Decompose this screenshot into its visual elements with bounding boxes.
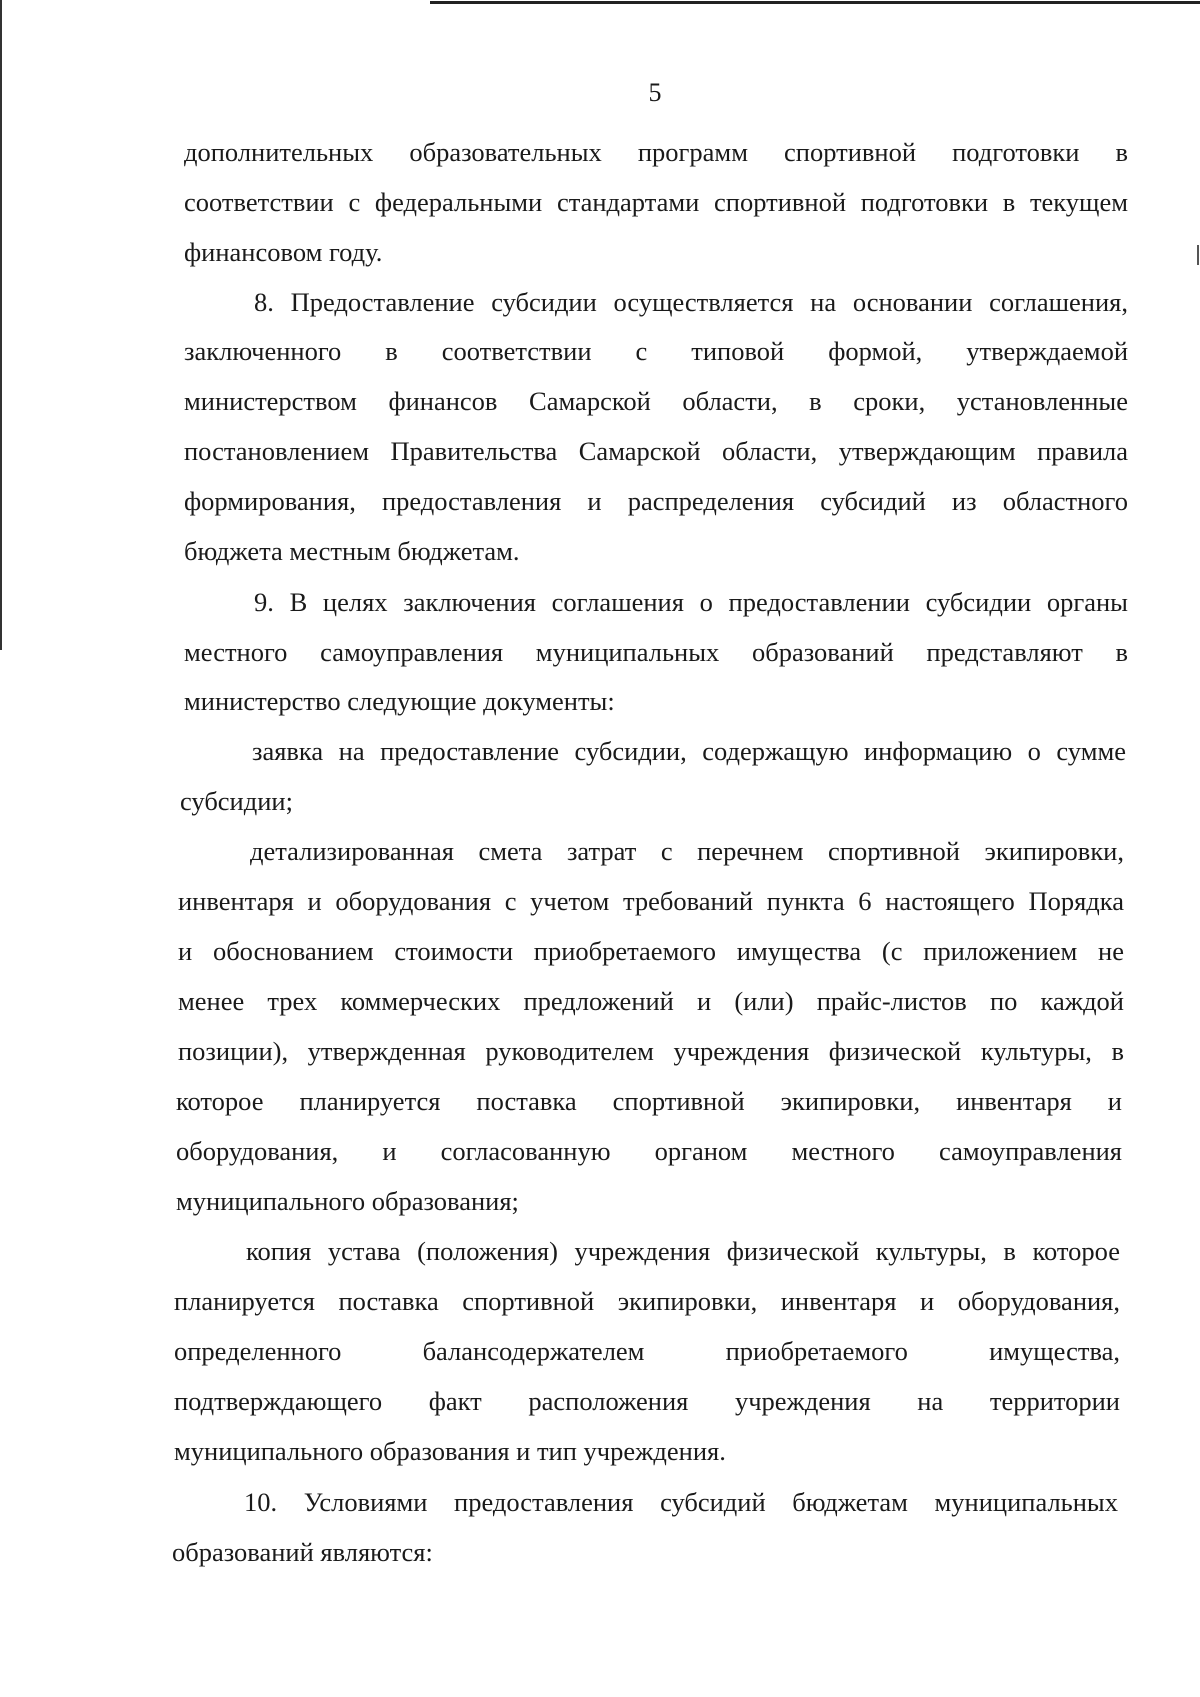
text-line: дополнительных образовательных программ спортивной подготовки в xyxy=(184,137,1128,167)
text-line: и обоснованием стоимости приобретаемого имущества (с приложением не xyxy=(178,936,1124,966)
text-line: 8. Предоставление субсидии осуществляется на основании соглашения, xyxy=(254,287,1128,317)
scan-edge-right xyxy=(1197,245,1199,265)
text-line: детализированная смета затрат с перечнем спортивной экипировки, xyxy=(250,836,1124,866)
text-line: формирования, предоставления и распределения субсидий из областного xyxy=(184,486,1128,516)
text-line: планируется поставка спортивной экипировки, инвентаря и оборудования, xyxy=(174,1286,1120,1316)
page-number: 5 xyxy=(648,78,662,107)
text-line: соответствии с федеральными стандартами спортивной подготовки в текущем xyxy=(184,187,1128,217)
text-line: 10. Условиями предоставления субсидий бюджетам муниципальных xyxy=(244,1487,1118,1517)
text-line: определенного балансодержателем приобретаемого имущества, xyxy=(174,1336,1120,1366)
text-line: постановлением Правительства Самарской области, утверждающим правила xyxy=(184,436,1128,466)
text-line: министерством финансов Самарской области, в сроки, установленные xyxy=(184,386,1128,416)
text-line: инвентаря и оборудования с учетом требований пункта 6 настоящего Порядка xyxy=(178,886,1124,916)
text-line: копия устава (положения) учреждения физической культуры, в которое xyxy=(246,1236,1120,1266)
text-line: муниципального образования и тип учреждения. xyxy=(174,1436,726,1466)
text-line: 9. В целях заключения соглашения о предоставлении субсидии органы xyxy=(254,587,1128,617)
text-line: министерство следующие документы: xyxy=(184,686,615,716)
scan-edge-top xyxy=(430,1,1200,4)
text-line: менее трех коммерческих предложений и (или) прайс-листов по каждой xyxy=(178,986,1124,1016)
text-line: образований являются: xyxy=(172,1537,433,1567)
text-line: муниципального образования; xyxy=(176,1186,519,1216)
text-line: оборудования, и согласованную органом местного самоуправления xyxy=(176,1136,1122,1166)
text-line: финансовом году. xyxy=(184,237,383,267)
text-line: позиции), утвержденная руководителем учреждения физической культуры, в xyxy=(178,1036,1124,1066)
text-line: заявка на предоставление субсидии, содержащую информацию о сумме xyxy=(252,736,1126,766)
text-line: субсидии; xyxy=(180,786,293,816)
text-line: подтверждающего факт расположения учреждения на территории xyxy=(174,1386,1120,1416)
text-line: бюджета местным бюджетам. xyxy=(184,536,520,566)
text-line: местного самоуправления муниципальных образований представляют в xyxy=(184,637,1128,667)
text-line: заключенного в соответствии с типовой формой, утверждаемой xyxy=(184,336,1128,366)
text-line: которое планируется поставка спортивной экипировки, инвентаря и xyxy=(176,1086,1122,1116)
